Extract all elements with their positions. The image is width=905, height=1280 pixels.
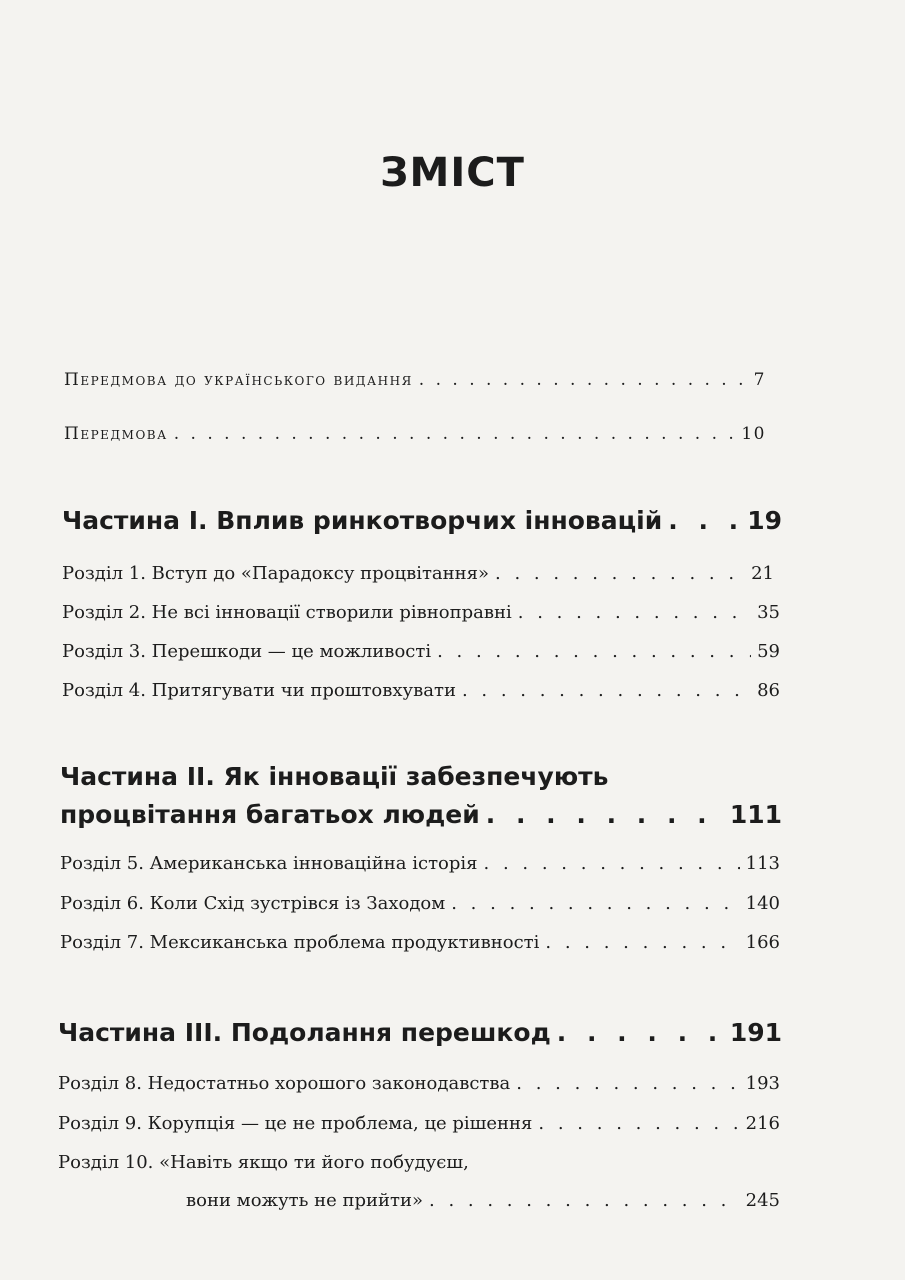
toc-entry-preface-ukrainian — [64, 370, 766, 390]
toc-chapter-7 — [60, 932, 780, 953]
dot-leader — [486, 800, 724, 829]
toc-entry-label: Розділ 8. Недостатньо хорошого законодавства — [58, 1073, 511, 1094]
toc-chapter-5 — [60, 853, 780, 874]
toc-entry-label: Розділ 6. Коли Схід зустрівся із Заходом — [60, 893, 446, 914]
toc-entry-page: 140 — [745, 893, 780, 914]
toc-entry-page: 21 — [751, 563, 774, 584]
dot-leader — [174, 424, 736, 444]
toc-chapter-4 — [62, 680, 780, 701]
toc-part-page: 19 — [747, 506, 782, 535]
toc-part-page: 191 — [729, 1018, 782, 1047]
toc-entry-label: Розділ 1. Вступ до «Парадоксу процвітання» — [62, 563, 490, 584]
toc-part-2-title-line1: Частина II. Як інновації забезпечують — [60, 762, 609, 791]
dot-leader — [429, 1190, 740, 1211]
toc-entry-page: 86 — [757, 680, 780, 701]
toc-entry-page: 245 — [745, 1190, 780, 1211]
toc-part-title: Частина III. Подолання перешкод — [58, 1018, 551, 1047]
dot-leader — [516, 1073, 739, 1094]
toc-entry-label: Розділ 2. Не всі інновації створили рівноправні — [62, 602, 512, 623]
toc-chapter-9 — [58, 1113, 780, 1134]
toc-part-1 — [62, 506, 782, 535]
dot-leader — [419, 370, 748, 390]
toc-chapter-10-line1: Розділ 10. «Навіть якщо ти його побудуєш, — [58, 1152, 469, 1173]
toc-chapter-8 — [58, 1073, 780, 1094]
toc-chapter-1 — [62, 563, 774, 584]
dot-leader — [518, 602, 751, 623]
toc-entry-page: 59 — [757, 641, 780, 662]
dot-leader — [451, 893, 739, 914]
dot-leader — [557, 1018, 724, 1047]
toc-chapter-10 — [186, 1190, 780, 1211]
toc-entry-page: 35 — [757, 602, 780, 623]
toc-part-title: процвітання багатьох людей — [60, 800, 480, 829]
toc-chapter-6 — [60, 893, 780, 914]
dot-leader — [495, 563, 745, 584]
toc-entry-label: Розділ 4. Притягувати чи проштовхувати — [62, 680, 456, 701]
toc-part-2 — [60, 800, 782, 829]
toc-entry-label: Розділ 9. Корупція — це не проблема, це рішення — [58, 1113, 533, 1134]
dot-leader — [462, 680, 751, 701]
toc-entry-label: Розділ 5. Американська інноваційна історія — [60, 853, 478, 874]
toc-entry-page: 10 — [741, 424, 766, 444]
toc-part-page: 111 — [729, 800, 782, 829]
toc-entry-label: Розділ 3. Перешкоди — це можливості — [62, 641, 432, 662]
toc-entry-label: вони можуть не прийти» — [186, 1190, 424, 1211]
toc-entry-label: Передмова до українського видання — [64, 370, 413, 390]
toc-part-3 — [58, 1018, 782, 1047]
toc-entry-label: Передмова — [64, 424, 168, 444]
toc-entry-page: 216 — [745, 1113, 780, 1134]
dot-leader — [437, 641, 751, 662]
dot-leader — [545, 932, 739, 953]
toc-entry-page: 193 — [745, 1073, 780, 1094]
toc-entry-label: Розділ 7. Мексиканська проблема продуктивності — [60, 932, 540, 953]
toc-chapter-2 — [62, 602, 780, 623]
dot-leader — [538, 1113, 739, 1134]
toc-chapter-3 — [62, 641, 780, 662]
toc-part-title: Частина I. Вплив ринкотворчих інновацій — [62, 506, 663, 535]
dot-leader — [668, 506, 741, 535]
dot-leader — [484, 853, 740, 874]
toc-entry-page: 7 — [753, 370, 766, 390]
toc-entry-page: 166 — [745, 932, 780, 953]
page-title: ЗМІСТ — [380, 150, 525, 196]
toc-entry-preface — [64, 424, 766, 444]
toc-entry-page: 113 — [745, 853, 780, 874]
